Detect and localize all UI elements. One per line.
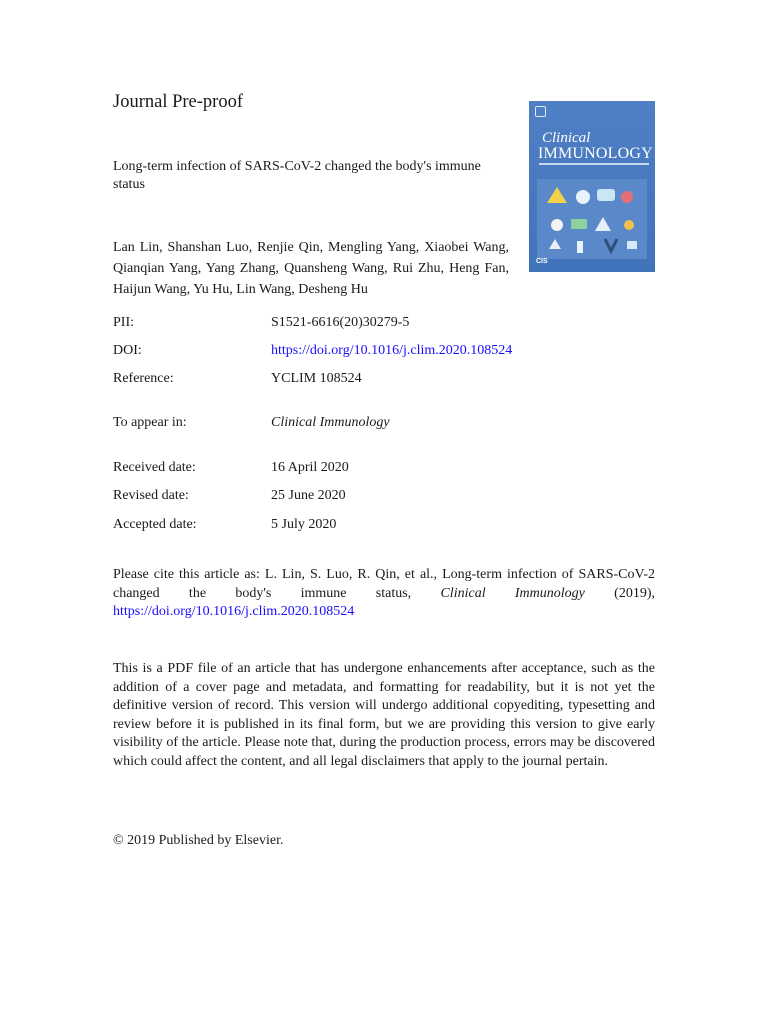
- article-title: Long-term infection of SARS-CoV-2 changed the body's immune status: [113, 159, 481, 192]
- doi-link[interactable]: https://doi.org/10.1016/j.clim.2020.108524: [271, 343, 513, 358]
- citation-journal: Clinical Immunology: [440, 585, 585, 601]
- pii-value: S1521-6616(20)30279-5: [271, 315, 410, 330]
- citation-paragraph: [113, 566, 655, 622]
- pii-label: PII:: [113, 315, 134, 330]
- copyright-notice: © 2019 Published by Elsevier.: [113, 833, 284, 848]
- received-value: 16 April 2020: [271, 460, 349, 475]
- reference-label: Reference:: [113, 371, 174, 386]
- journal-label: Journal Pre-proof: [113, 92, 243, 112]
- disclaimer-paragraph: This is a PDF file of an article that has undergone enhancements after acceptance, such as the addition of a cover page and metadata, and formatting for readability, but it is not yet the definitive version of record. This version will undergo additional copyediting, typesetting and review before it is published in its final form, but we are providing this version to give early visibility of the article. Please note that, during the production process, errors may be discovered which could affect the content, and all legal disclaimers that apply to the journal pertain.: [113, 661, 655, 769]
- author-list: Lan Lin, Shanshan Luo, Renjie Qin, Mengling Yang, Xiaobei Wang, Qianqian Yang, Yang Zhang, Quansheng Wang, Rui Zhu, Heng Fan, Haijun Wang, Yu Hu, Lin Wang, Desheng Hu: [113, 240, 509, 297]
- accepted-value: 5 July 2020: [271, 517, 337, 532]
- cover-title-clinical: Clinical: [542, 130, 591, 146]
- revised-value: 25 June 2020: [271, 488, 346, 503]
- cover-badge: CIS: [536, 258, 548, 265]
- citation-year: (2019),: [614, 585, 655, 601]
- citation-doi-link[interactable]: https://doi.org/10.1016/j.clim.2020.108524: [113, 604, 355, 619]
- appear-in-label: To appear in:: [113, 415, 187, 430]
- citation-prefix: Please cite this article as: L. Lin, S. Luo, R. Qin, et al., Long-term infection of SARS-CoV-2 changed the body's immune status,: [113, 567, 655, 601]
- accepted-label: Accepted date:: [113, 517, 197, 532]
- cover-title-immunology: IMMUNOLOGY: [538, 145, 653, 162]
- cover-figure-icon: [537, 179, 647, 259]
- doi-label: DOI:: [113, 343, 142, 358]
- journal-cover-image: [529, 101, 655, 272]
- cover-subtitle-bar: [539, 163, 649, 165]
- reference-value: YCLIM 108524: [271, 371, 362, 386]
- elsevier-logo-icon: [535, 106, 546, 117]
- appear-in-value: Clinical Immunology: [271, 415, 390, 430]
- revised-label: Revised date:: [113, 488, 189, 503]
- received-label: Received date:: [113, 460, 196, 475]
